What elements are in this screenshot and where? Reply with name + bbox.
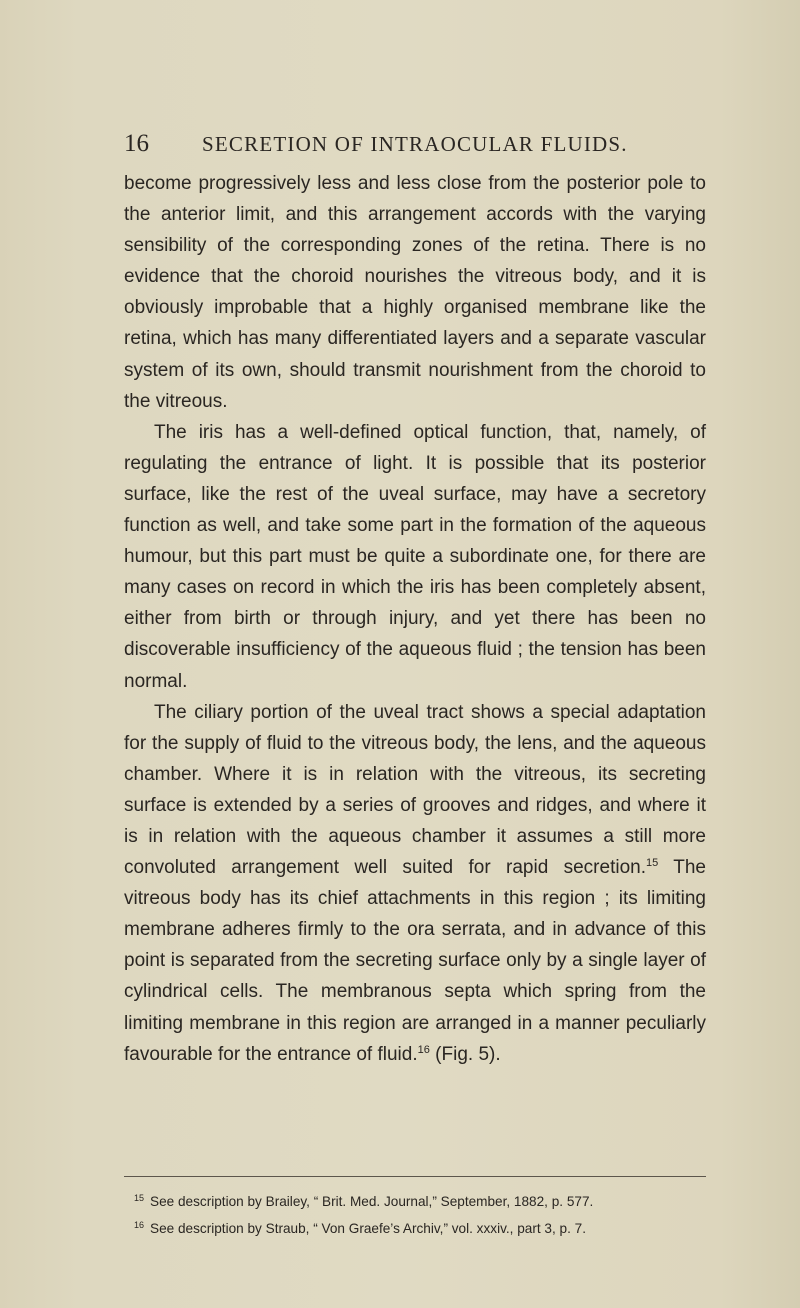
page-number: 16: [124, 130, 149, 157]
paragraph-text: (Fig. 5).: [429, 1043, 501, 1065]
footnote: [124, 1188, 724, 1215]
paragraph: The iris has a well-defined optical function, that, namely, of regulating the entrance of light. It is possible that its posterior surface, like the rest of the uveal surface, may have a secretory function as well, and take some part in the formation of the aqueous humour, but this part must be quite a subordinate one, for there are many cases on record in which the iris has been completely absent, either from birth or through injury, and yet there has been no discoverable insufficiency of the aqueous fluid ; the tension has been normal.: [124, 421, 706, 692]
running-title: SECRETION OF INTRAOCULAR FLUIDS.: [202, 132, 628, 156]
paragraph-text: The ciliary portion of the uveal tract shows a special adaptation for the supply of fluid to the vitreous body, the lens, and the aqueous chamber. Where it is in relation with the vitreous, its secreting surface is extended by a series of grooves and ridges, and where it is in relation with the aqueous chamber it assumes a still more convoluted arrangement well suited for rapid secretion.: [124, 701, 706, 879]
footnotes: [124, 1188, 724, 1242]
paragraph-text: The vitreous body has its chief attachments in this region ; its limiting membrane adheres firmly to the ora serrata, and in advance of this point is separated from the secreting surface only by a single layer of cylindrical cells. The membranous septa which spring from the limiting membrane in this region are arranged in a manner peculiarly favourable for the entrance of fluid.: [124, 857, 707, 1065]
footnote-divider: [124, 1176, 706, 1177]
body-text: [124, 168, 706, 1070]
paragraph: [124, 697, 706, 1070]
footnote-mark: 16: [134, 1220, 145, 1230]
footnote: [124, 1215, 724, 1242]
paragraph: become progressively less and less close from the posterior pole to the anterior limit, and this arrangement accords with the varying sensibility of the corresponding zones of the retina. There is no evidence that the choroid nourishes the vitreous body, and it is obviously improbable that a highly organised membrane like the retina, which has many differentiated layers and a separate vascular system of its own, should transmit nourishment from the choroid to the vitreous.: [124, 173, 706, 412]
footnote-text: See description by Brailey, “ Brit. Med. Journal,” September, 1882, p. 577.: [150, 1194, 594, 1209]
footnote-text: See description by Straub, “ Von Graefe’s Archiv,” vol. xxxiv., part 3, p. 7.: [150, 1221, 586, 1236]
footnote-reference: 15: [646, 857, 659, 870]
footnote-reference: 16: [417, 1043, 430, 1056]
page-header: [124, 126, 706, 162]
footnote-mark: 15: [134, 1193, 145, 1203]
